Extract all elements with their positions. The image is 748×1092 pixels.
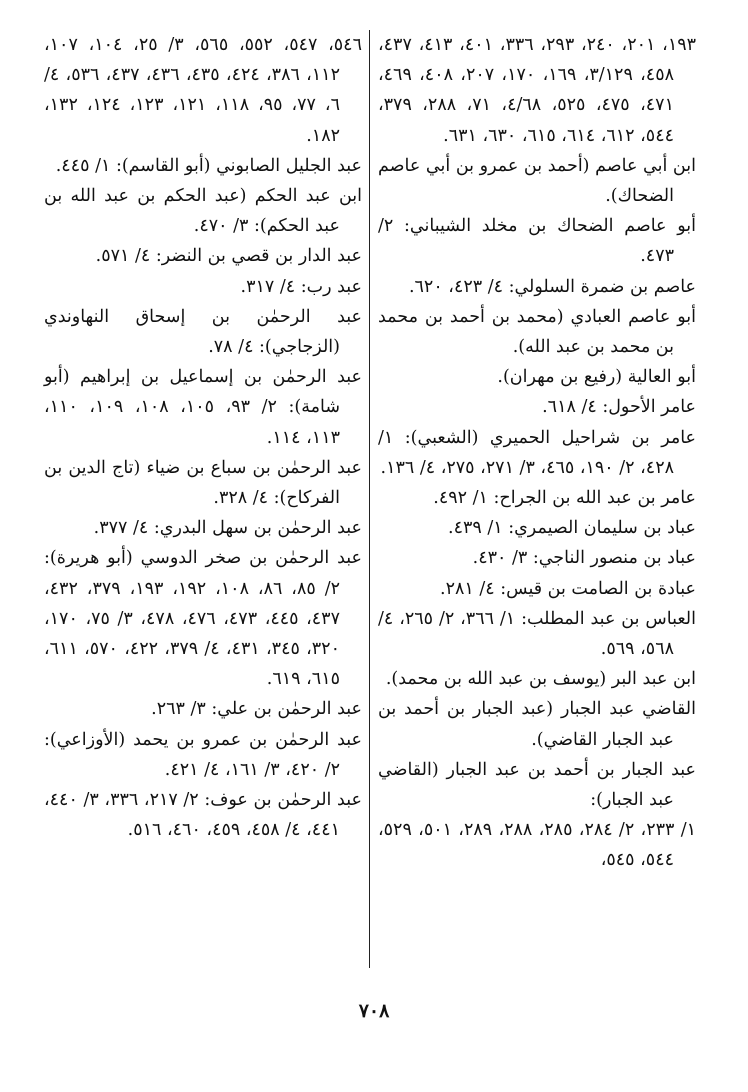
index-entry: القاضي عبد الجبار (عبد الجبار بن أحمد بن عبد الجبار القاضي). xyxy=(378,699,696,750)
index-entry: عبد الجبار بن أحمد بن عبد الجبار (القاضي عبد الجبار): xyxy=(378,759,696,811)
index-entry: عبد رب: ٤/ ٣١٧. xyxy=(240,276,362,297)
index-entry: أبو عاصم الضحاك بن مخلد الشيباني: ٢/ ٤٧٣. xyxy=(378,216,696,267)
index-entry: أبو العالية (رفيع بن مهران). xyxy=(497,367,696,388)
index-entry: ابن عبد الحكم (عبد الحكم بن عبد الله بن عبد الحكم): ٣/ ٤٧٠. xyxy=(44,186,362,237)
index-entry: ابن عبد البر (يوسف بن عبد الله بن محمد). xyxy=(385,669,696,690)
index-entry: ابن أبي عاصم (أحمد بن عمرو بن أبي عاصم الضحاك). xyxy=(378,155,696,207)
left-column xyxy=(44,30,362,845)
index-entry: عباد بن سليمان الصيمري: ١/ ٤٣٩. xyxy=(447,518,696,539)
index-entry: عبادة بن الصامت بن قيس: ٤/ ٢٨١. xyxy=(440,578,696,599)
index-entry: عبد الرحمٰن بن إسحاق النهاوندي (الزجاجي): ٤/ ٧٨. xyxy=(44,306,362,358)
right-column xyxy=(378,30,696,876)
index-entry: أبو عاصم العبادي (محمد بن أحمد بن محمد بن محمد بن عبد الله). xyxy=(378,306,696,358)
index-entry: عبد الدار بن قصي بن النضر: ٤/ ٥٧١. xyxy=(95,246,362,267)
index-entry: عامر الأحول: ٤/ ٦١٨. xyxy=(542,397,696,418)
index-entry: عبد الرحمٰن بن عوف: ٢/ ٢١٧، ٣٣٦، ٣/ ٤٤٠، ٤٤١، ٤/ ٤٥٨، ٤٥٩، ٤٦٠، ٥١٦. xyxy=(44,790,362,841)
index-entry: العباس بن عبد المطلب: ١/ ٣٦٦، ٢/ ٢٦٥، ٤/ ٥٦٨، ٥٦٩. xyxy=(378,608,696,660)
index-entry: عبد الرحمٰن بن سهل البدري: ٤/ ٣٧٧. xyxy=(93,518,362,539)
index-entry: ١٩٣، ٢٠١، ٢٤٠، ٢٩٣، ٣٣٦، ٤٠١، ٤١٣، ٤٣٧، ٤٥٨، ٣/١٢٩، ١٦٩، ١٧٠، ٢٠٧، ٤٠٨، ٤٦٩، ٤٧١، ٤٧٥، ٥٢٥، ٤/٦٨، ٧١، ٢٨٨، ٣٧٩، ٥٤٤، ٦١٢، ٦١٤، ٦١٥، ٦٣٠، ٦٣١. xyxy=(378,35,697,146)
index-entry: عامر بن عبد الله بن الجراح: ١/ ٤٩٢. xyxy=(433,488,696,509)
index-entry: ١/ ٢٣٣، ٢/ ٢٨٤، ٢٨٥، ٢٨٨، ٢٨٩، ٥٠١، ٥٢٩، ٥٤٤، ٥٤٥، xyxy=(378,820,697,871)
index-entry: عبد الرحمٰن بن علي: ٣/ ٢٦٣. xyxy=(151,699,362,720)
index-entry: ٥٤٦، ٥٤٧، ٥٥٢، ٥٦٥، ٣/ ٢٥، ١٠٤، ١٠٧، ١١٢، ٣٨٦، ٤٢٤، ٤٣٥، ٤٣٦، ٤٣٧، ٥٣٦، ٤/ ٦، ٧٧، ٩٥، ١١٨، ١٢١، ١٢٣، ١٢٤، ١٣٢، ١٨٢. xyxy=(44,35,362,146)
index-entry: عبد الجليل الصابوني (أبو القاسم): ١/ ٤٤٥. xyxy=(55,155,362,176)
index-entry: عامر بن شراحيل الحميري (الشعبي): ١/ ٤٢٨، ٢/ ١٩٠، ٤٦٥، ٣/ ٢٧١، ٢٧٥، ٤/ ١٣٦. xyxy=(378,427,696,478)
index-entry: عاصم بن ضمرة السلولي: ٤/ ٤٢٣، ٦٢٠. xyxy=(408,276,696,297)
index-entry: عبد الرحمٰن بن صخر الدوسي (أبو هريرة): ٢/ ٨٥، ٨٦، ١٠٨، ١٩٢، ١٩٣، ٣٧٩، ٤٣٢، ٤٣٧، ٤٤٥، ٤٧٣، ٤٧٦، ٤٧٨، ٣/ ٧٥، ١٧٠، ٣٢٠، ٣٤٥، ٤٣١، ٤/ ٣٧٩، ٤٢٢، ٥٧٠، ٦١١، ٦١٥، ٦١٩. xyxy=(44,548,362,690)
index-entry: عبد الرحمٰن بن سباع بن ضياء (تاج الدين بن الفركاح): ٤/ ٣٢٨. xyxy=(44,457,362,509)
index-entry: عباد بن منصور الناجي: ٣/ ٤٣٠. xyxy=(472,548,696,569)
index-entry: عبد الرحمٰن بن عمرو بن يحمد (الأوزاعي): ٢/ ٤٢٠، ٣/ ١٦١، ٤/ ٤٢١. xyxy=(44,729,362,780)
page-number: ٧٠٨ xyxy=(358,1000,390,1022)
index-entry: عبد الرحمٰن بن إسماعيل بن إبراهيم (أبو شامة): ٢/ ٩٣، ١٠٥، ١٠٨، ١٠٩، ١١٠، ١١٣، ١١٤. xyxy=(44,367,362,448)
column-divider xyxy=(369,30,370,968)
